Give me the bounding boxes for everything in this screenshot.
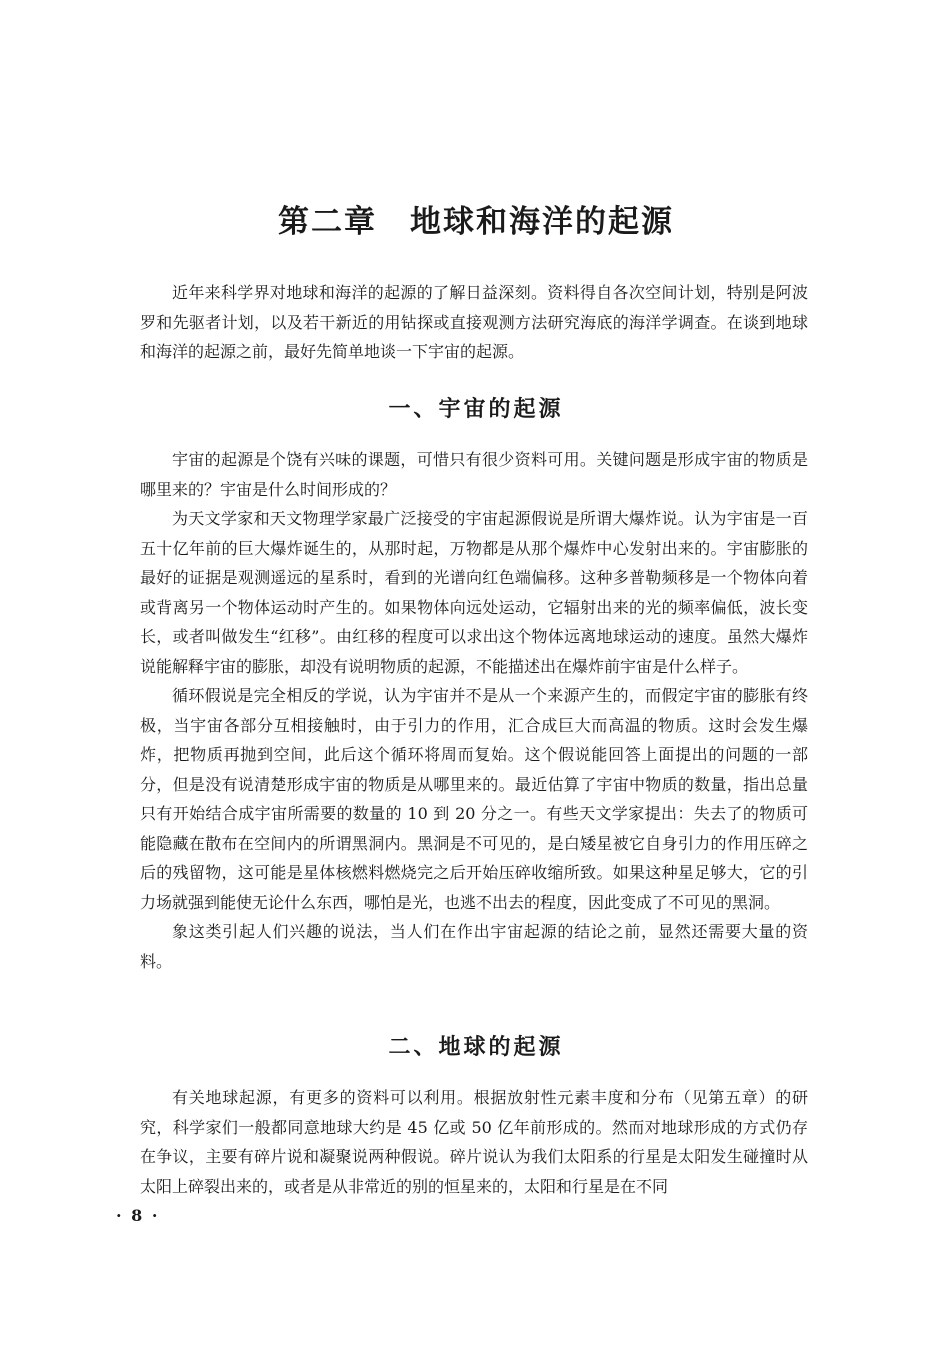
body-paragraph: 象这类引起人们兴趣的说法，当人们在作出宇宙起源的结论之前，显然还需要大量的资料。 bbox=[140, 922, 808, 971]
section-body-universe-origin bbox=[140, 445, 808, 976]
body-paragraph: 宇宙的起源是个饶有兴味的课题，可惜只有很少资料可用。关键问题是形成宇宙的物质是哪里来的？宇宙是什么时间形成的？ bbox=[140, 450, 808, 499]
body-paragraph: 循环假说是完全相反的学说，认为宇宙并不是从一个来源产生的，而假定宇宙的膨胀有终极，当宇宙各部分互相接触时，由于引力的作用，汇合成巨大而高温的物质。这时会发生爆炸，把物质再抛到空间，此后这个循环将周而复始。这个假说能回答上面提出的问题的一部分，但是没有说清楚形成宇宙的物质是从哪里来的。最近估算了宇宙中物质的数量，指出总量只有开始结合成宇宙所需要的数量的 10 到 20 分之一。有些天文学家提出：失去了的物质可能隐藏在散布在空间内的所谓黑洞内。黑洞是不可见的，是白矮星被它自身引力的作用压碎之后的残留物，这可能是星体核燃料燃烧完之后开始压碎收缩所致。如果这种星足够大，它的引力场就强到能使无论什么东西，哪怕是光，也逃不出去的程度，因此变成了不可见的黑洞。 bbox=[140, 686, 808, 912]
body-paragraph: 有关地球起源，有更多的资料可以利用。根据放射性元素丰度和分布（见第五章）的研究，科学家们一般都同意地球大约是 45 亿或 50 亿年前形成的。然而对地球形成的方式仍存在争议，主要有碎片说和凝聚说两种假说。碎片说认为我们太阳系的行星是太阳发生碰撞时从太阳上碎裂出来的，或者是从非常近的别的恒星来的，太阳和行星是在不同 bbox=[140, 1088, 808, 1196]
section-body-earth-origin bbox=[140, 1083, 808, 1201]
intro-section bbox=[140, 278, 808, 367]
chapter-title: 第二章 地球和海洋的起源 bbox=[278, 204, 674, 240]
section-heading-universe-origin: 一、宇宙的起源 bbox=[388, 396, 564, 422]
page-number: · 8 · bbox=[116, 1206, 160, 1225]
intro-paragraph: 近年来科学界对地球和海洋的起源的了解日益深刻。资料得自各次空间计划，特别是阿波罗和先驱者计划，以及若干新近的用钻探或直接观测方法研究海底的海洋学调查。在谈到地球和海洋的起源之前，最好先简单地谈一下宇宙的起源。 bbox=[140, 283, 808, 361]
body-paragraph: 为天文学家和天文物理学家最广泛接受的宇宙起源假说是所谓大爆炸说。认为宇宙是一百五十亿年前的巨大爆炸诞生的，从那时起，万物都是从那个爆炸中心发射出来的。宇宙膨胀的最好的证据是观测遥远的星系时，看到的光谱向红色端偏移。这种多普勒频移是一个物体向着或背离另一个物体运动时产生的。如果物体向远处运动，它辐射出来的光的频率偏低，波长变长，或者叫做发生“红移”。由红移的程度可以求出这个物体远离地球运动的速度。虽然大爆炸说能解释宇宙的膨胀，却没有说明物质的起源，不能描述出在爆炸前宇宙是什么样子。 bbox=[140, 509, 808, 676]
section-heading-earth-origin: 二、地球的起源 bbox=[388, 1034, 564, 1060]
